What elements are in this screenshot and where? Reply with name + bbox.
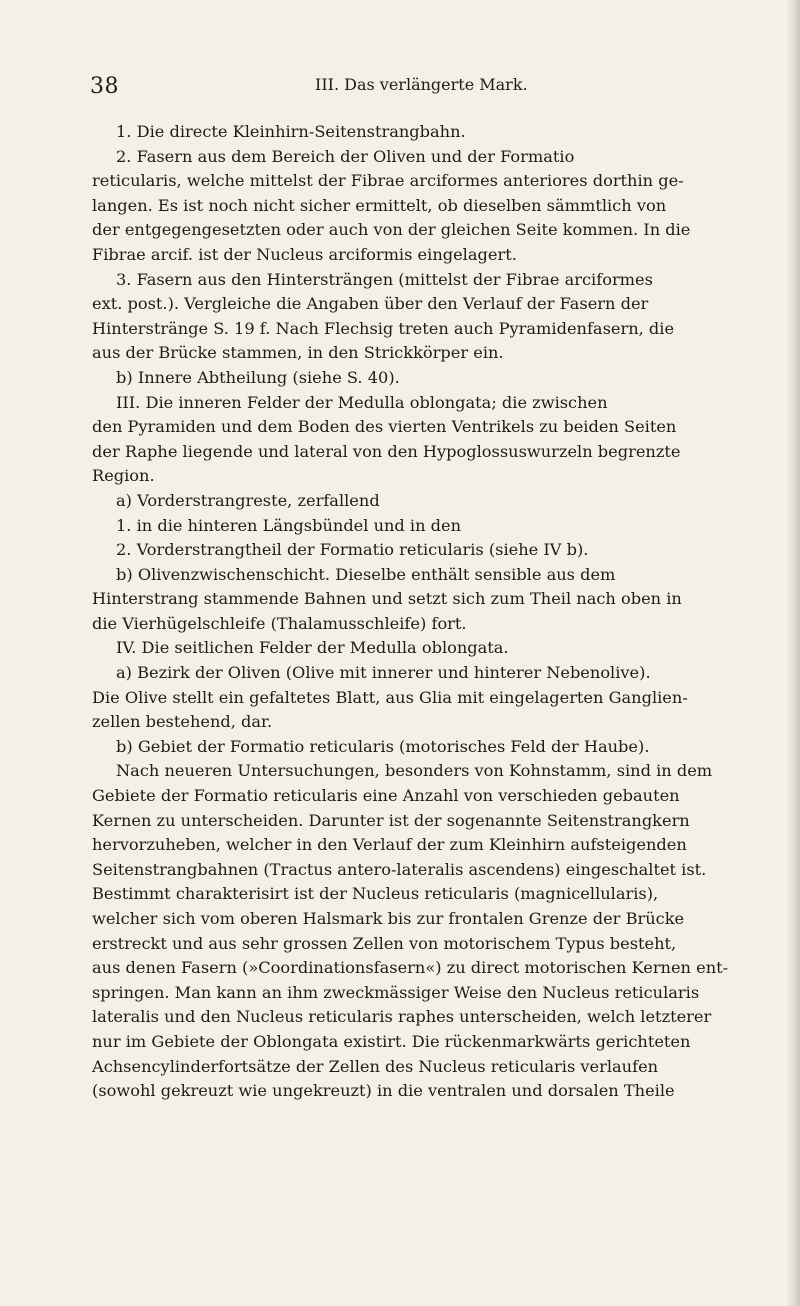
text-line: ext. post.). Vergleiche die Angaben über den Verlauf der Fasern der (92, 294, 649, 314)
text-line: den Pyramiden und dem Boden des vierten Ventrikels zu beiden Seiten (92, 417, 677, 437)
text-line: reticularis, welche mittelst der Fibrae arciformes anteriores dorthin ge- (92, 171, 684, 191)
text-line: Fibrae arcif. ist der Nucleus arciformis eingelagert. (92, 244, 517, 264)
text-line: 1. Die directe Kleinhirn-Seitenstrangbahn. (116, 122, 466, 141)
text-line: 2. Fasern aus dem Bereich der Oliven und der Formatio (116, 146, 575, 166)
text-line: IV. Die seitlichen Felder der Medulla oblongata. (116, 638, 509, 658)
text-line: Nach neueren Untersuchungen, besonders von Kohnstamm, sind in dem (116, 761, 713, 781)
text-line: (sowohl gekreuzt wie ungekreuzt) in die ventralen und dorsalen Theile (92, 1081, 675, 1101)
text-line: die Vierhügelschleife (Thalamusschleife) fort. (92, 613, 467, 633)
text-line: hervorzuheben, welcher in den Verlauf der zum Kleinhirn aufsteigenden (92, 835, 687, 855)
text-line: III. Die inneren Felder der Medulla oblongata; die zwischen (116, 392, 608, 412)
text-line: lateralis und den Nucleus reticularis raphes unterscheiden, welch letzterer (92, 1007, 712, 1027)
text-line: Achsencylinderfortsätze der Zellen des Nucleus reticularis verlaufen (92, 1056, 659, 1076)
text-line: Kernen zu unterscheiden. Darunter ist der sogenannte Seitenstrangkern (92, 810, 690, 830)
text-line: zellen bestehend, dar. (92, 712, 273, 732)
text-line: 1. in die hinteren Längsbündel und in den (116, 515, 462, 535)
text-line: welcher sich vom oberen Halsmark bis zur frontalen Grenze der Brücke (92, 909, 685, 928)
text-line: 2. Vorderstrangtheil der Formatio reticularis (siehe IV b). (116, 540, 589, 560)
text-line: aus denen Fasern (»Coordinationsfasern«) zu direct motorischen Kernen ent- (92, 958, 729, 978)
text-line: a) Bezirk der Oliven (Olive mit innerer und hinterer Nebenolive). (116, 663, 651, 683)
text-line: langen. Es ist noch nicht sicher ermittelt, ob dieselben sämmtlich von (92, 195, 667, 215)
text-line: Die Olive stellt ein gefaltetes Blatt, aus Glia mit eingelagerten Ganglien- (92, 687, 688, 707)
text-line: springen. Man kann an ihm zweckmässiger Weise den Nucleus reticularis (92, 982, 700, 1002)
text-line: Hinterstrang stammende Bahnen und setzt sich zum Theil nach oben in (92, 589, 682, 609)
running-head: III. Das verlängerte Mark. (315, 75, 528, 94)
text-line: a) Vorderstrangreste, zerfallend (116, 490, 380, 510)
text-line: Region. (92, 466, 155, 486)
text-line: b) Innere Abtheilung (siehe S. 40). (116, 367, 400, 387)
text-line: der entgegengesetzten oder auch von der gleichen Seite kommen. In die (92, 220, 691, 240)
page-header (90, 70, 690, 98)
text-line: Hinterstränge S. 19 f. Nach Flechsig treten auch Pyramidenfasern, die (92, 318, 675, 338)
body-text (92, 120, 772, 1104)
text-line: Seitenstrangbahnen (Tractus antero-lateralis ascendens) eingeschaltet ist. (92, 859, 707, 879)
page-number: 38 (90, 74, 119, 99)
text-line: b) Olivenzwischenschicht. Dieselbe enthält sensible aus dem (116, 564, 616, 584)
text-line: b) Gebiet der Formatio reticularis (motorisches Feld der Haube). (116, 736, 650, 756)
text-line: der Raphe liegende und lateral von den Hypoglossuswurzeln begrenzte (92, 441, 681, 461)
page-edge-shadow (786, 0, 800, 1306)
text-line: Gebiete der Formatio reticularis eine Anzahl von verschieden gebauten (92, 786, 680, 806)
text-line: erstreckt und aus sehr grossen Zellen von motorischem Typus besteht, (92, 933, 677, 953)
text-line: nur im Gebiete der Oblongata existirt. Die rückenmarkwärts gerichteten (92, 1031, 691, 1051)
text-line: Bestimmt charakterisirt ist der Nucleus reticularis (magnicellularis), (92, 884, 659, 904)
text-line: 3. Fasern aus den Hintersträngen (mittelst der Fibrae arciformes (116, 269, 653, 289)
text-line: aus der Brücke stammen, in den Strickkörper ein. (92, 343, 504, 363)
